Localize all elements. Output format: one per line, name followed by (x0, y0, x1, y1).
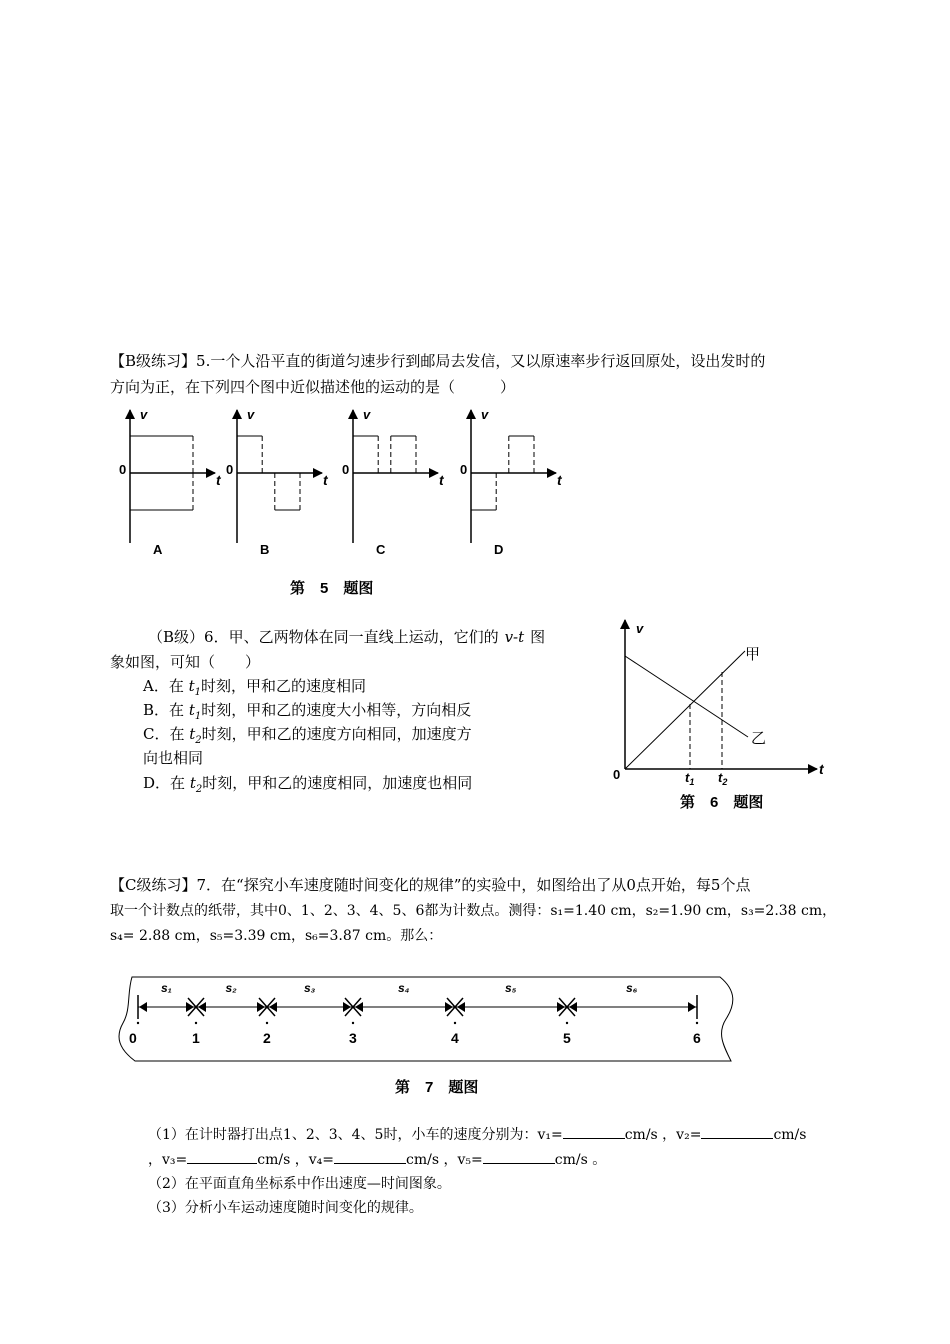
q6-option-d-t: t (189, 774, 196, 792)
q7-arrow-head (139, 1002, 147, 1012)
q6-option-b-pre: B．在 (143, 701, 185, 719)
q6-label-jia: 甲 (745, 645, 761, 663)
q6-option-d (143, 770, 472, 803)
q5-graph-A (119, 407, 222, 557)
q6-option-c-pre: C．在 (143, 725, 185, 743)
q6-stem-line1 (148, 624, 545, 650)
q6-option-d-pre: D．在 (143, 774, 186, 792)
q5-graph-label: A (153, 542, 163, 557)
v4-blank[interactable] (334, 1148, 406, 1164)
q7-sub1-c: cm/s (773, 1127, 807, 1143)
q7-point-label: 1 (192, 1030, 200, 1046)
q6-vt-graph (605, 612, 845, 787)
q5-graph-B (226, 407, 329, 557)
q5-origin: 0 (342, 462, 350, 477)
q7-point-label: 4 (451, 1030, 459, 1046)
q6-option-a-post: 时刻，甲和乙的速度相同 (201, 677, 367, 695)
q5-v-label: v (247, 407, 255, 422)
q5-origin: 0 (226, 462, 234, 477)
q5-v-label: v (363, 407, 371, 422)
q7-dot (566, 1022, 568, 1024)
q6-t1-label: $t_1$ (685, 770, 695, 787)
q7-dot (352, 1022, 354, 1024)
q5-vt-graphs (110, 405, 590, 565)
q6-t-label: t (819, 761, 824, 777)
q5-graph-label: D (494, 542, 504, 557)
q6-option-b-t: t (188, 701, 195, 719)
q6-t2-label: $t_2$ (718, 770, 728, 787)
q7-tape-outline (119, 977, 733, 1061)
q6-stem-end: 图 (530, 628, 546, 646)
q7-dot (266, 1022, 268, 1024)
q6-option-d-post: 时刻，甲和乙的速度相同，加速度也相同 (202, 774, 473, 792)
v2-blank[interactable] (701, 1123, 773, 1139)
q7-sub2: （2）在平面直角坐标系中作出速度—时间图象。 (148, 1176, 451, 1192)
q6-option-c-t: t (189, 725, 196, 743)
q6-option-d-sub: 2 (195, 784, 203, 795)
q6-origin: 0 (613, 767, 621, 782)
q6-stem-text: （B级）6．甲、乙两物体在同一直线上运动，它们的 (148, 628, 499, 646)
q6-line-jia (625, 651, 745, 769)
q6-vt: v-t (504, 628, 525, 646)
q5-graph-C (342, 407, 445, 557)
q5-origin: 0 (460, 462, 468, 477)
q6-v-label: v (636, 621, 644, 636)
q5-caption: 第 5 题图 (290, 580, 374, 597)
q5-t-label: t (323, 472, 328, 488)
q7-line1: 【C级练习】7．在“探究小车速度随时间变化的规律”的实验中，如图给出了从0点开始，每5个点 (110, 876, 751, 894)
q7-segment-label: s₄ (398, 981, 410, 995)
q6-caption: 第 6 题图 (680, 794, 764, 811)
q5-v-label: v (140, 407, 148, 422)
q7-segment-label: s₅ (505, 981, 517, 995)
q7-counting-point (693, 995, 701, 1046)
q7-arrow-head (688, 1002, 696, 1012)
q7-point-label: 0 (129, 1030, 137, 1046)
q7-point-label: 3 (349, 1030, 357, 1046)
q7-dot (696, 1022, 698, 1024)
q6-line-yi (625, 656, 748, 737)
q7-dot (195, 1022, 197, 1024)
q6-option-a-t: t (188, 677, 195, 695)
q7-sub1-b: cm/s ，v₂= (624, 1127, 702, 1143)
q5-t-label: t (439, 472, 444, 488)
q5-line2: 方向为正，在下列四个图中近似描述他的运动的是（ ） (110, 378, 516, 396)
q7-dot (454, 1022, 456, 1024)
q7-segment-label: s₃ (304, 981, 316, 995)
q7-sub1-line1 (148, 1122, 806, 1148)
q7-segment-label: s₁ (161, 981, 172, 995)
q6-option-c-post: 时刻，甲和乙的速度方向相同，加速度方 (201, 725, 472, 743)
q6-option-b-post: 时刻，甲和乙的速度大小相等，方向相反 (201, 701, 472, 719)
q5-line1: 【B级练习】5.一个人沿平直的街道匀速步行到邮局去发信，又以原速率步行返回原处，设出发时的 (110, 352, 766, 370)
q7-point-label: 2 (263, 1030, 271, 1046)
q7-point-label: 6 (693, 1030, 701, 1046)
q7-sub1-a: （1）在计时器打出点1、2、3、4、5时，小车的速度分别为：v₁= (148, 1127, 563, 1143)
q6-option-b-sub: 1 (194, 711, 202, 722)
q7-sub1-f: cm/s ，v₅= (406, 1152, 483, 1168)
q7-sub1-line2 (148, 1147, 606, 1173)
q6-option-a-sub: 1 (194, 687, 202, 698)
q7-dot (137, 1022, 139, 1024)
q7-counting-point (129, 995, 139, 1046)
q7-sub1-g: cm/s 。 (554, 1152, 607, 1168)
q7-line3: s₄= 2.88 cm，s₅=3.39 cm，s₆=3.87 cm。那么： (110, 928, 443, 944)
q7-sub1-e: cm/s ，v₄= (257, 1152, 334, 1168)
v1-blank[interactable] (563, 1123, 625, 1139)
q7-point-label: 5 (563, 1030, 571, 1046)
v3-blank[interactable] (187, 1148, 257, 1164)
q7-sub3: （3）分析小车运动速度随时间变化的规律。 (148, 1200, 423, 1216)
q5-origin: 0 (119, 462, 127, 477)
q5-graph-label: B (260, 542, 270, 557)
q5-v-label: v (481, 407, 489, 422)
q6-stem-line2: 象如图，可知（ ） (110, 653, 261, 671)
q7-segment-label: s₂ (225, 981, 237, 995)
q5-graph-label: C (376, 542, 386, 557)
q5-t-label: t (216, 472, 221, 488)
q7-caption: 第 7 题图 (395, 1079, 479, 1096)
q5-t-label: t (557, 472, 562, 488)
q7-segment-label: s₆ (626, 981, 638, 995)
q5-graph-D (460, 407, 563, 557)
q7-line2: 取一个计数点的纸带，其中0、1、2、3、4、5、6都为计数点。测得：s₁=1.40 cm，s₂=1.90 cm，s₃=2.38 cm， (110, 903, 837, 919)
q7-paper-tape (105, 975, 755, 1065)
q6-label-yi: 乙 (751, 729, 767, 747)
q6-option-a-pre: A．在 (143, 677, 184, 695)
q6-option-c-line2: 向也相同 (143, 749, 204, 767)
q6-option-c-sub: 2 (195, 735, 202, 746)
q7-sub1-d: ，v₃= (148, 1152, 188, 1168)
v5-blank[interactable] (483, 1148, 555, 1164)
